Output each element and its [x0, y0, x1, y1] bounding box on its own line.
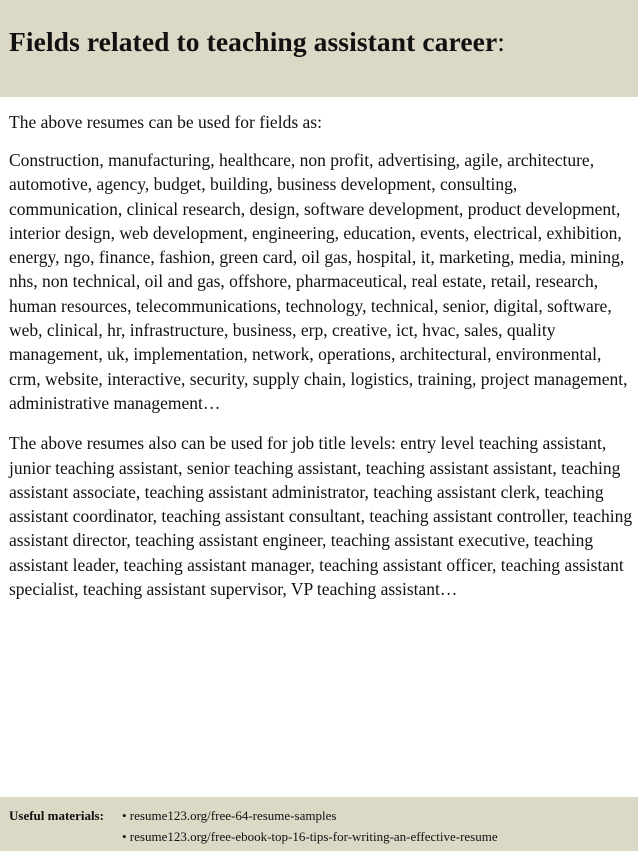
- footer-row-1: [9, 805, 638, 826]
- footer-indent: [9, 826, 122, 847]
- resume-samples-link[interactable]: • resume123.org/free-64-resume-samples: [122, 808, 337, 823]
- page-title-colon: :: [497, 26, 506, 57]
- useful-materials-label: Useful materials:: [9, 808, 104, 823]
- header-banner: [0, 0, 638, 97]
- ebook-tips-link[interactable]: • resume123.org/free-ebook-top-16-tips-for-writing-an-effective-resume: [122, 829, 498, 844]
- intro-text: The above resumes can be used for fields as:: [9, 112, 322, 132]
- job-titles-paragraph: The above resumes also can be used for job title levels: entry level teaching assistant, junior teaching assistant, senior teaching assistant, teaching assistant assistant, teaching assistant associate, teaching assistant administrator, teaching assistant clerk, teaching assistant coordinator, teaching assistant consultant, teaching assistant controller, teaching assistant director, teaching assistant engineer, teaching assistant executive, teaching assistant leader, teaching assistant manager, teaching assistant officer, teaching assistant specialist, teaching assistant supervisor, VP teaching assistant…: [9, 433, 633, 600]
- main-content: [9, 110, 633, 617]
- footer-row-2: [9, 826, 638, 847]
- fields-paragraph: Construction, manufacturing, healthcare, non profit, advertising, agile, architecture, automotive, agency, budget, building, business development, consulting, communication, clinical research, design, software development, product development, interior design, web development, engineering, education, events, electrical, exhibition, energy, ngo, finance, fashion, green card, oil gas, hospital, it, marketing, media, mining, nhs, non technical, oil and gas, offshore, pharmaceutical, real estate, retail, research, human resources, telecommunications, technology, technical, senior, digital, software, web, clinical, hr, infrastructure, business, erp, creative, ict, hvac, sales, quality management, uk, implementation, network, operations, architectural, environmental, crm, website, interactive, security, supply chain, logistics, training, project management, administrative management…: [9, 150, 628, 413]
- page-title: [9, 26, 638, 58]
- page-title-text: Fields related to teaching assistant career: [9, 26, 498, 57]
- footer-bar: [0, 797, 638, 851]
